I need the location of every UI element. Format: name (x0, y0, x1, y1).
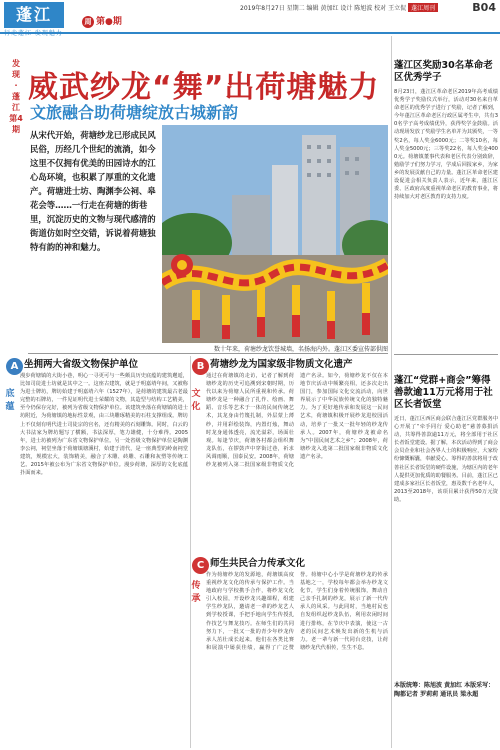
dragon-dance-illustration (162, 125, 388, 343)
section-b-vlabel-char: 文 (191, 389, 201, 399)
section-b-vlabel-char: 化 (191, 402, 201, 412)
dragon-dance-photo (162, 125, 388, 343)
series-tag-char: 第4期 (9, 114, 23, 134)
section-a-title: 坐拥两大省级文物保护单位 (24, 359, 139, 370)
brief-divider (394, 354, 498, 355)
section-a-badge-icon: A (6, 358, 23, 375)
brief-1-body: 8月23日，蓬江区革命老区2019年高考成绩优秀学子奖励仪式举行，活动对30名来自革命老区的优秀学子进行了奖励，记者了解到，今年蓬江区革命老区行政区属考生中，共有30名学子高考成绩优异，获得奖学金鼓励。活动现场发放了奖励学生名单并为其颁奖，一等奖2名，每人奖金6000元；二等奖10名，每人奖金5000元；三等奖22名，每人奖金4000元。荷塘镇董事代表和老区代表分别致辞，勉励学子们努力学习，学成后回报家乡，为家乡的发展贡献自己的力量。蓬江区革命老区建设促进会相关负责人表示，近年来，蓬江区委、区政府高度重视革命老区的教育事业，将持续加大对老区教育的支持力度。 (394, 89, 498, 201)
section-b-title: 荷塘纱龙为国家级非物质文化遗产 (210, 359, 353, 370)
section-a-vlabel-char: 底 (5, 389, 15, 399)
column-rule (190, 356, 191, 748)
series-tag-char: 发 (12, 59, 20, 68)
issue-number: 第●期 (96, 17, 122, 27)
main-headline: 威武纱龙“舞”出荷塘魅力 (28, 70, 380, 105)
series-tag-char: 江 (12, 103, 20, 112)
issue-label (82, 14, 122, 28)
right-column (394, 60, 498, 699)
section-c-vlabel-char: 承 (191, 594, 201, 604)
section-a-vlabel-char: 蕴 (5, 402, 15, 412)
right-column-rule (391, 36, 392, 748)
section-b (190, 356, 390, 370)
section-c-badge-icon: C (192, 557, 209, 574)
brief-2-body: 近日，蓬江区西区商会联合蓬江区党群服务中心开展了“牵手同行 爱心助老”慈善募捐活动，共筹得善款逾11万元，将全部用于社区长者饭堂建设。据了解，本次活动得到了商会会员企业和社会各界人士的积极响应，大家纷纷慷慨解囊，奉献爱心。筹得的善款将用于改善社区长者饭堂的硬件设施，为辖区内的老年人提供更加优质的助餐服务。目前，蓬江区已建成多家社区长者饭堂，惠及数千名老年人，2013至2018年，该项目累计获得50万元资助。 (394, 416, 498, 503)
section-c-vlabel (190, 580, 202, 606)
lede-paragraph: 从宋代开始，荷塘纱龙已形成民风民俗，历经几个世纪的流淌，如今这里不仅拥有优美的田园诗水的江心岛环境，也积累了厚重的文化遗产。荷塘进士坊、陶渊李公祠、皋花会等……一行走在荷塘的街巷里，沉淀历史的文物与现代感清的街道仿如时空交错，诉说着荷塘独特有韵的神和魅力。 (30, 130, 156, 252)
photo-caption: 数十年来，荷塘纱龙饮誉城墙，名扬海内外。蓬江区委宣传部供图 (213, 346, 388, 353)
main-subhead: 文旅融合助荷塘绽放古城新韵 (30, 103, 239, 122)
brief-1-title: 蓬江区奖励30名革命老区优秀学子 (394, 60, 493, 83)
edition-badge: 蓬江周刊 (408, 3, 438, 12)
issue-circle-icon: 周 (82, 16, 94, 28)
section-a (4, 356, 190, 370)
section-b-vlabel (190, 388, 202, 414)
section-c-title: 师生共民合力传承文化 (210, 558, 306, 569)
series-tag-char: 现 (12, 70, 20, 79)
date-line (240, 3, 440, 12)
series-tag-char: 蓬 (12, 92, 20, 101)
series-tag-char: · (14, 81, 18, 90)
section-a-vlabel (4, 388, 16, 414)
section-c-vlabel-char: 传 (191, 581, 201, 591)
page-number: B04 (472, 1, 496, 14)
brief-2-title: 蓬江“党群+商会”筹得善款逾11万元将用于社区长者饭堂 (394, 375, 493, 410)
section-b-body: 通过在荷塘镇的走访，记者了解到荷塘纱龙的历史可追溯到宋朝时期，历代以来为荷塘人民所重视和传承。荷塘纱龙是一种融合了扎作、绘画、舞蹈、音乐等艺术于一体的民间传统艺术，其龙身由竹篾扎制，外层蒙上薄纱，并用彩绘装饰，内置灯烛，舞动时龙身通体透亮，流光溢彩，场面壮观。每逢节庆，荷塘各村都会组织舞龙队伍，在锣鼓声中穿街过巷，祈求风调雨顺，国泰民安。2008年，荷塘纱龙被列入第二批国家级非物质文化遗产名录。如今，荷塘纱龙不仅在本地节庆活动中频繁亮相，还多次走出国门，参加国际文化交流活动，向世界展示了中华民族传统文化的独特魅力。为了更好地传承和发展这一民间艺术，荷塘镇积极开展纱龙进校园活动，培养了一批又一批年轻的纱龙传承人。2007年，荷塘纱龙被命名为“中国民间艺术之乡”；2008年，荷塘纱龙入选第二批国家级非物质文化遗产名录。 (206, 373, 388, 469)
date-editor-text: 2019年8月27日 星期二 编辑 黄加红 设计 陈旭波 校对 王立侃 (240, 5, 407, 12)
masthead-rule (0, 32, 500, 34)
section-c (190, 555, 390, 569)
section-c-body: 作为荷塘纱龙的发源地，荷塘镇高度重视纱龙文化的传承与保护工作。当地政府与学校携手合作，将纱龙文化引入校园，开设纱龙兴趣课程，组建学生纱龙队，邀请老一辈的纱龙艺人到学校授课，手把手地向学生传授扎作技艺与舞龙技巧。在师生们的共同努力下，一批又一批的青少年纱龙传承人茁壮成长起来。他们在各类比赛和展演中屡获佳绩，赢得了广泛赞誉。荷塘中心小学是荷塘纱龙的传承基地之一，学校每年都会举办纱龙文化节，学生们身着传统服饰，舞动自己亲手扎制的纱龙，展示了新一代传承人的风采。与此同时，当地村民也自发组织起纱龙队伍，利用农闲时间进行排练，在节庆中表演，使这一古老的民间艺术焕发出新的生机与活力。老一辈与新一代同台竞技，让荷塘纱龙代代相传，生生不息。 (206, 572, 388, 651)
masthead (0, 0, 500, 34)
section-divider (28, 353, 388, 354)
section-logo: 蓬江 (4, 2, 64, 28)
editor-credits: 本版统筹：陈旭波 黄加红 本版采写：陶都记者 罗莉莉 通讯员 梁永超 (394, 682, 495, 698)
section-a-body: 漫步荷塘镇的大街小巷，明心一寻更可与一些颇具历史底蕴的建筑邂逅，比如司徒进士坊就是其中之一。这座古建筑，就是于明嘉靖年间，又被称为进士牌坊，牌坊始建于明嘉靖六年（1527年），是荷塘的建筑最古老最完整的石牌坊，一件见证明代进士荣耀的文物，其造型与结构工艺精美，至今仍保存完好，被列为省级文物保护单位。该建筑坐落在荷塘镇的进士坊附近，为荷塘镇的地标性景观，由三块雕琢精美的石柱支撑组成。牌坊上不仅刻有明代进士司徒宗的官名，还有精美的石刻雕饰。同时，白云的大书法家为牌坊题写了横额，书法深厚，笔力雄健，十分难得。2005年，进士坊被列为广东省文物保护单位。另一处省级文物保护单位是陶渊李公祠，祠堂坐落于荷塘镇塘溪村，始建于清代，是一座典型的岭南祠堂建筑，规模宏大，装饰精美，融合了木雕、砖雕、石雕和灰塑等传统工艺。2015年被公布为广东省文物保护单位。漫步荷塘，深厚的文化底蕴扑面而来。 (20, 373, 188, 477)
section-b-badge-icon: B (192, 358, 209, 375)
series-tag (6, 58, 26, 135)
